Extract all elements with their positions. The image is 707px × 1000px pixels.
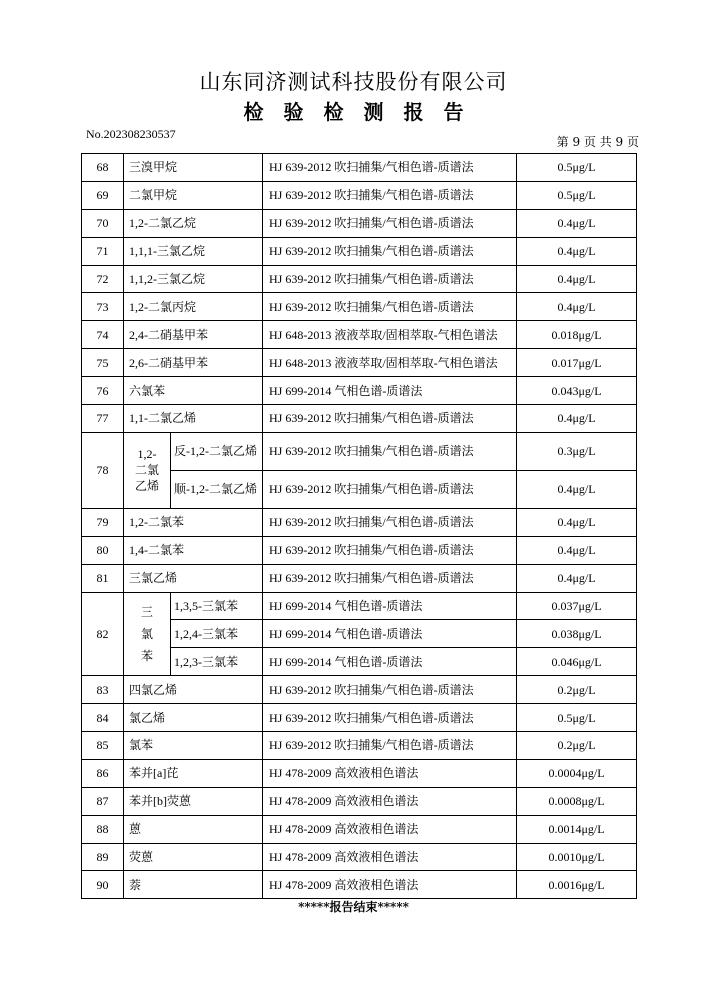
table-row	[82, 237, 637, 265]
company-name: 山东同济测试科技股份有限公司	[199, 70, 508, 94]
method: HJ 648-2013 液液萃取/固相萃取-气相色谱法	[263, 321, 517, 349]
table-row	[82, 592, 637, 620]
method: HJ 639-2012 吹扫捕集/气相色谱-质谱法	[263, 508, 517, 536]
row-number: 75	[82, 349, 124, 377]
method: HJ 639-2012 吹扫捕集/气相色谱-质谱法	[263, 536, 517, 564]
item-name: 1,3,5-三氯苯	[171, 592, 263, 620]
table-row	[82, 265, 637, 293]
item-name: 1,2-二氯乙烷	[124, 209, 263, 237]
table-row	[82, 787, 637, 815]
table-row	[82, 732, 637, 760]
table-row	[82, 704, 637, 732]
row-number: 88	[82, 815, 124, 843]
method: HJ 699-2014 气相色谱-质谱法	[263, 620, 517, 648]
detection-limit: 0.0008μg/L	[517, 787, 637, 815]
table-row	[82, 564, 637, 592]
detection-limit: 0.037μg/L	[517, 592, 637, 620]
detection-limit: 0.017μg/L	[517, 349, 637, 377]
method: HJ 699-2014 气相色谱-质谱法	[263, 648, 517, 676]
method: HJ 478-2009 高效液相色谱法	[263, 843, 517, 871]
item-name: 1,2,4-三氯苯	[171, 620, 263, 648]
detection-limit: 0.043μg/L	[517, 377, 637, 405]
test-methods-table	[81, 153, 637, 899]
item-name: 四氯乙烯	[124, 676, 263, 704]
table-row	[82, 676, 637, 704]
detection-limit: 0.5μg/L	[517, 154, 637, 182]
item-name: 反-1,2-二氯乙烯	[171, 432, 263, 470]
method: HJ 639-2012 吹扫捕集/气相色谱-质谱法	[263, 293, 517, 321]
row-number: 73	[82, 293, 124, 321]
item-name: 1,2-二氯苯	[124, 508, 263, 536]
method: HJ 699-2014 气相色谱-质谱法	[263, 377, 517, 405]
method: HJ 699-2014 气相色谱-质谱法	[263, 592, 517, 620]
row-number: 74	[82, 321, 124, 349]
item-name: 二氯甲烷	[124, 181, 263, 209]
method: HJ 648-2013 液液萃取/固相萃取-气相色谱法	[263, 349, 517, 377]
item-name: 荧蒽	[124, 843, 263, 871]
detection-limit: 0.4μg/L	[517, 405, 637, 433]
method: HJ 639-2012 吹扫捕集/气相色谱-质谱法	[263, 704, 517, 732]
row-number: 84	[82, 704, 124, 732]
row-number: 86	[82, 759, 124, 787]
row-number: 79	[82, 508, 124, 536]
method: HJ 639-2012 吹扫捕集/气相色谱-质谱法	[263, 181, 517, 209]
detection-limit: 0.2μg/L	[517, 732, 637, 760]
table-row	[82, 293, 637, 321]
row-number: 68	[82, 154, 124, 182]
method: HJ 478-2009 高效液相色谱法	[263, 871, 517, 899]
table-row	[82, 349, 637, 377]
method: HJ 478-2009 高效液相色谱法	[263, 787, 517, 815]
table-row	[82, 321, 637, 349]
row-number: 87	[82, 787, 124, 815]
table-row	[82, 843, 637, 871]
method: HJ 639-2012 吹扫捕集/气相色谱-质谱法	[263, 237, 517, 265]
row-number: 70	[82, 209, 124, 237]
table-row	[82, 508, 637, 536]
detection-limit: 0.5μg/L	[517, 181, 637, 209]
detection-limit: 0.0004μg/L	[517, 759, 637, 787]
row-number: 71	[82, 237, 124, 265]
group-name: 1,2-二氯乙烯	[124, 432, 171, 508]
table-row	[82, 759, 637, 787]
item-name: 苯并[b]荧蒽	[124, 787, 263, 815]
method: HJ 639-2012 吹扫捕集/气相色谱-质谱法	[263, 154, 517, 182]
detection-limit: 0.4μg/L	[517, 508, 637, 536]
item-name: 三溴甲烷	[124, 154, 263, 182]
row-number: 82	[82, 592, 124, 676]
row-number: 81	[82, 564, 124, 592]
method: HJ 639-2012 吹扫捕集/气相色谱-质谱法	[263, 564, 517, 592]
detection-limit: 0.2μg/L	[517, 676, 637, 704]
table-row	[82, 432, 637, 470]
item-name: 氯苯	[124, 732, 263, 760]
table-row	[82, 405, 637, 433]
row-number: 89	[82, 843, 124, 871]
item-name: 氯乙烯	[124, 704, 263, 732]
method: HJ 639-2012 吹扫捕集/气相色谱-质谱法	[263, 209, 517, 237]
item-name: 1,4-二氯苯	[124, 536, 263, 564]
detection-limit: 0.0016μg/L	[517, 871, 637, 899]
method: HJ 478-2009 高效液相色谱法	[263, 759, 517, 787]
item-name: 苯并[a]芘	[124, 759, 263, 787]
report-end-marker: *****报告结束*****	[298, 900, 409, 914]
detection-limit: 0.018μg/L	[517, 321, 637, 349]
table-row	[82, 209, 637, 237]
item-name: 1,2,3-三氯苯	[171, 648, 263, 676]
detection-limit: 0.4μg/L	[517, 470, 637, 508]
detection-limit: 0.046μg/L	[517, 648, 637, 676]
detection-limit: 0.4μg/L	[517, 209, 637, 237]
row-number: 90	[82, 871, 124, 899]
item-name: 1,1,2-三氯乙烷	[124, 265, 263, 293]
report-number: No.202308230537	[86, 127, 176, 141]
row-number: 76	[82, 377, 124, 405]
item-name: 三氯乙烯	[124, 564, 263, 592]
detection-limit: 0.4μg/L	[517, 564, 637, 592]
page-indicator: 第 9 页 共 9 页	[556, 135, 639, 149]
table-row	[82, 536, 637, 564]
row-number: 77	[82, 405, 124, 433]
item-name: 萘	[124, 871, 263, 899]
detection-limit: 0.4μg/L	[517, 293, 637, 321]
table-row	[82, 871, 637, 899]
method: HJ 639-2012 吹扫捕集/气相色谱-质谱法	[263, 432, 517, 470]
detection-limit: 0.4μg/L	[517, 237, 637, 265]
item-name: 2,6-二硝基甲苯	[124, 349, 263, 377]
method: HJ 639-2012 吹扫捕集/气相色谱-质谱法	[263, 265, 517, 293]
row-number: 72	[82, 265, 124, 293]
table-row	[82, 815, 637, 843]
table-row	[82, 154, 637, 182]
row-number: 78	[82, 432, 124, 508]
row-number: 80	[82, 536, 124, 564]
item-name: 1,2-二氯丙烷	[124, 293, 263, 321]
item-name: 顺-1,2-二氯乙烯	[171, 470, 263, 508]
item-name: 六氯苯	[124, 377, 263, 405]
item-name: 1,1,1-三氯乙烷	[124, 237, 263, 265]
detection-limit: 0.4μg/L	[517, 265, 637, 293]
table-row	[82, 181, 637, 209]
method: HJ 639-2012 吹扫捕集/气相色谱-质谱法	[263, 405, 517, 433]
item-name: 2,4-二硝基甲苯	[124, 321, 263, 349]
table-row	[82, 377, 637, 405]
detection-limit: 0.0010μg/L	[517, 843, 637, 871]
group-name: 三氯苯	[124, 592, 171, 676]
method: HJ 639-2012 吹扫捕集/气相色谱-质谱法	[263, 470, 517, 508]
method: HJ 639-2012 吹扫捕集/气相色谱-质谱法	[263, 732, 517, 760]
detection-limit: 0.4μg/L	[517, 536, 637, 564]
item-name: 蒽	[124, 815, 263, 843]
row-number: 83	[82, 676, 124, 704]
detection-limit: 0.0014μg/L	[517, 815, 637, 843]
method: HJ 478-2009 高效液相色谱法	[263, 815, 517, 843]
detection-limit: 0.5μg/L	[517, 704, 637, 732]
detection-limit: 0.038μg/L	[517, 620, 637, 648]
detection-limit: 0.3μg/L	[517, 432, 637, 470]
row-number: 85	[82, 732, 124, 760]
report-title: 检验检测报告	[243, 100, 484, 124]
method: HJ 639-2012 吹扫捕集/气相色谱-质谱法	[263, 676, 517, 704]
item-name: 1,1-二氯乙烯	[124, 405, 263, 433]
row-number: 69	[82, 181, 124, 209]
